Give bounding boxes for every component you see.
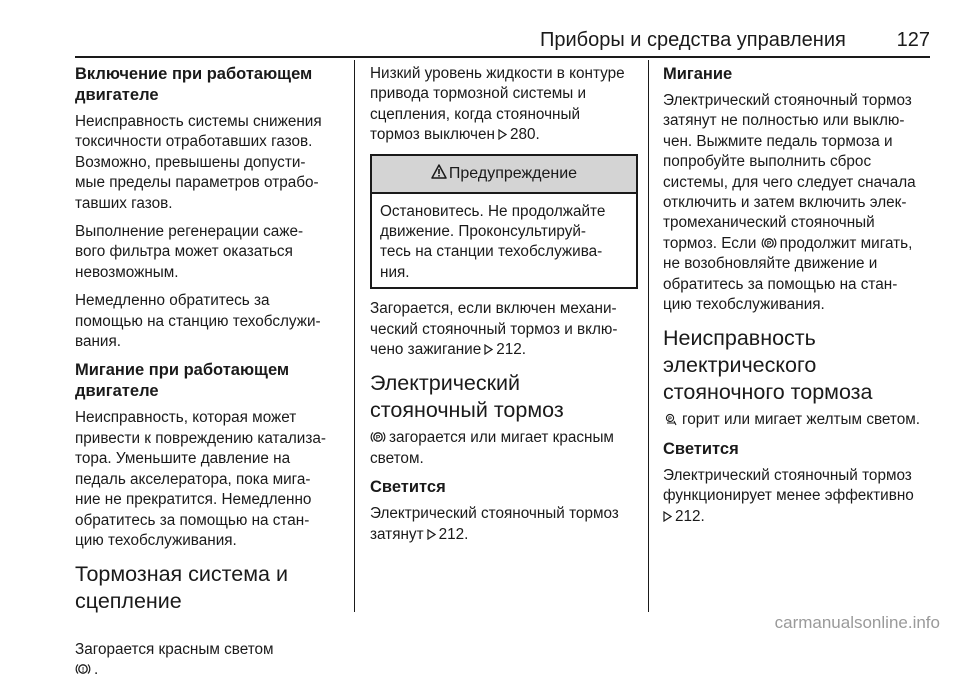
page-reference-icon[interactable] xyxy=(498,129,507,140)
paragraph xyxy=(663,410,931,430)
column-divider xyxy=(648,60,649,612)
page-reference[interactable]: 212. xyxy=(438,525,469,543)
heading-parking-brake-fault: Неисправность электрического стояночного тормоза xyxy=(663,326,873,405)
paragraph xyxy=(663,466,931,527)
paragraph-text: Электрический стояночный тормоз затянут xyxy=(370,505,619,543)
paragraph: Неисправность, которая может привести к повреждению катализа- тора. Уменьшите давление на педаль акселератора, пока мига- ние не прекратится. Немедленно обратитесь за помощью на стан- цию техобслуживания. xyxy=(75,409,326,549)
paragraph-text: Низкий уровень жидкости в контуре привода тормозной системы и сцепления, когда стояночный тормоз выключен xyxy=(370,65,625,144)
paragraph-text: Электрический стояночный тормоз затянут не полностью или выклю- чен. Выжмите педаль тормоза и попробуйте выполнить сброс системы, для чего следует сначала отключить и затем включить элек- тромеханический стояночный тормоз. Если xyxy=(663,92,916,252)
svg-text:!: ! xyxy=(81,667,85,675)
page-reference-icon[interactable] xyxy=(663,511,672,522)
warning-body: Остановитесь. Не продолжайте движение. Проконсультируй- тесь на станции техобслужива- ния. xyxy=(380,202,606,281)
warning-title: Предупреждение xyxy=(448,164,578,182)
heading-lit: Светится xyxy=(663,439,739,458)
page-header-title: Приборы и средства управления xyxy=(540,29,846,51)
column-right xyxy=(663,64,931,535)
page-reference-icon[interactable] xyxy=(484,344,493,355)
parking-brake-icon xyxy=(370,430,386,444)
paragraph-text: продолжит мигать, не возобновляйте движение и обратитесь за помощью на стан- цию техобслуживания. xyxy=(663,234,913,314)
watermark: carmanualsonline.info xyxy=(774,613,940,632)
paragraph xyxy=(370,428,638,469)
paragraph-text: горит или мигает желтым светом. xyxy=(682,411,921,429)
paragraph xyxy=(370,299,638,360)
page-reference[interactable]: 280. xyxy=(509,126,540,144)
heading-electric-parking-brake: Электрический стояночный тормоз xyxy=(370,371,564,423)
heading-lit: Светится xyxy=(370,478,446,497)
heading-engine-running: Включение при работающем двигателе xyxy=(75,65,313,104)
warning-box xyxy=(370,154,638,290)
column-left xyxy=(75,64,343,689)
paragraph xyxy=(370,504,638,545)
warning-header xyxy=(372,156,636,194)
svg-text:P: P xyxy=(766,240,771,248)
warning-triangle-icon xyxy=(431,164,447,179)
parking-brake-icon xyxy=(761,236,777,250)
paragraph-text: Электрический стояночный тормоз функционирует менее эффективно xyxy=(663,466,914,505)
paragraph-end: . xyxy=(94,661,99,679)
paragraph: Немедленно обратитесь за помощью на станцию техобслужи- вания. xyxy=(75,292,321,351)
heading-brake-clutch: Тормозная система и сцепление xyxy=(75,562,288,614)
brake-warning-icon xyxy=(75,662,91,676)
heading-flashing-engine-running: Мигание при работающем двигателе xyxy=(75,361,290,401)
paragraph: Выполнение регенерации саже- вого фильтра может оказаться невозможным. xyxy=(75,223,304,281)
parking-brake-fault-icon xyxy=(663,412,679,426)
paragraph-text: загорается или мигает красным светом. xyxy=(370,429,614,467)
paragraph xyxy=(370,64,638,146)
paragraph-text: Загорается, если включен механи- ческий стояночный тормоз и вклю- чено зажигание xyxy=(370,300,618,359)
page-reference[interactable]: 212. xyxy=(496,341,527,359)
paragraph xyxy=(663,91,931,315)
svg-text:P: P xyxy=(668,416,672,423)
heading-flashing: Мигание xyxy=(663,65,733,83)
paragraph xyxy=(75,619,343,680)
paragraph: Неисправность системы снижения токсичности отработавших газов. Возможно, превышены допусти- мые пределы параметров отрабо- тавших газов. xyxy=(75,113,322,212)
column-divider xyxy=(354,60,355,612)
page-number: 127 xyxy=(896,29,930,51)
page-reference-icon[interactable] xyxy=(427,529,436,540)
column-middle xyxy=(370,64,638,553)
page-reference[interactable]: 212. xyxy=(675,507,705,525)
header-rule xyxy=(75,56,930,58)
paragraph-text: Загорается красным светом xyxy=(75,640,274,658)
svg-text:P: P xyxy=(375,435,381,443)
